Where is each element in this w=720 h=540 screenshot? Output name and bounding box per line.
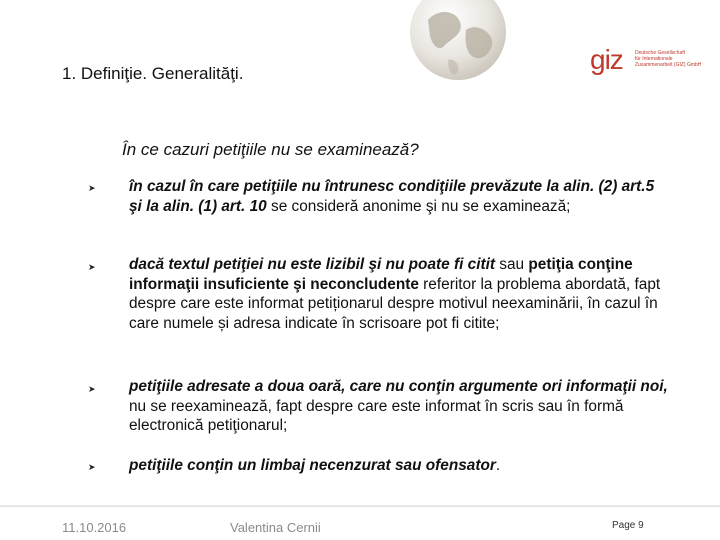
giz-logo-text: giz bbox=[590, 44, 623, 75]
section-question: În ce cazuri petiţiile nu se examinează? bbox=[122, 140, 419, 159]
arrowhead-bullet-icon: ➤ bbox=[88, 262, 96, 272]
list-item: dacă textul petiţiei nu este lizibil şi nu poate fi citit sau petiţia conţine informaţii insuficiente şi neconcludente referitor la problema abordată, fapt despre care este informat petiționarul despre motivul neexaminării, în cazul în care numele și adresa indicate în scrisoare pot fi citite; bbox=[129, 256, 661, 332]
arrowhead-bullet-icon: ➤ bbox=[88, 462, 96, 472]
globe-icon bbox=[408, 0, 508, 84]
giz-logo-subtitle: Deutsche Gesellschaft für Internationale Zusammenarbeit (GIZ) GmbH bbox=[635, 50, 702, 68]
footer-divider bbox=[0, 505, 720, 507]
list-item: petiţiile adresate a doua oară, care nu conţin argumente ori informaţii noi, nu se reexaminează, fapt despre care este informat în scris sau în formă electronică petiţionarul; bbox=[129, 378, 668, 435]
page-title: 1. Definiţie. Generalităţi. bbox=[62, 64, 244, 83]
footer-date: 11.10.2016 bbox=[62, 520, 127, 535]
list-item: în cazul în care petiţiile nu întrunesc condiţiile prevăzute la alin. (2) art.5 şi la alin. (1) art. 10 se consideră anonime şi nu se examinează; bbox=[129, 178, 655, 215]
giz-logo bbox=[590, 46, 710, 82]
footer-author: Valentina Cernii bbox=[230, 520, 321, 535]
list-item: petiţiile conţin un limbaj necenzurat sau ofensator. bbox=[129, 457, 501, 474]
arrowhead-bullet-icon: ➤ bbox=[88, 384, 96, 394]
arrowhead-bullet-icon: ➤ bbox=[88, 183, 96, 193]
page-number: Page 9 bbox=[612, 520, 644, 531]
